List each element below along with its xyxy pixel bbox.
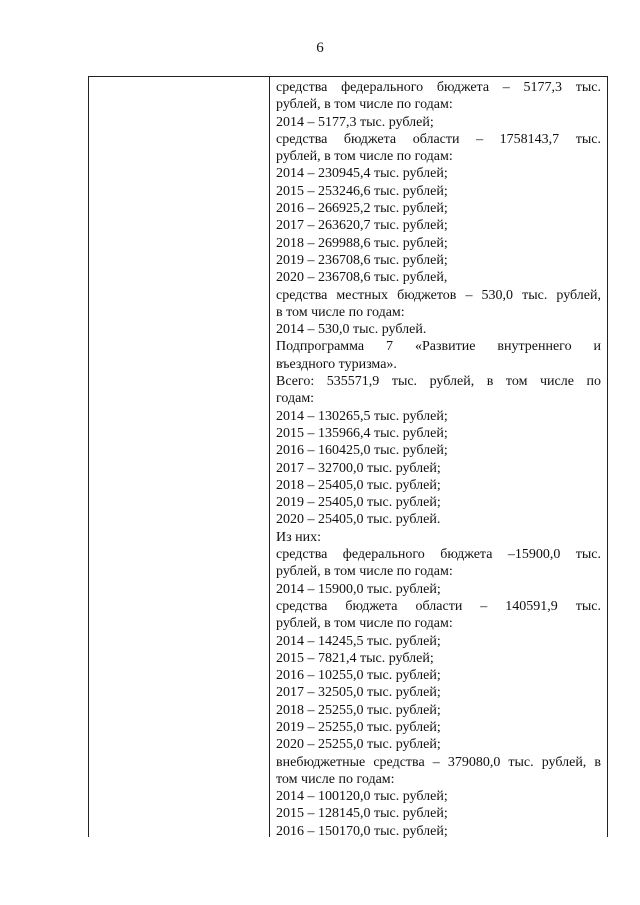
text-line: 2020 – 25405,0 тыс. рублей. — [276, 512, 441, 528]
text-line: 2014 – 5177,3 тыс. рублей; — [276, 114, 434, 130]
text-line: Всего: 535571,9 тыс. рублей, в том числе по — [276, 374, 601, 390]
table-right-cell — [270, 77, 607, 837]
text-line: в том числе по годам: — [276, 304, 405, 320]
page-number: 6 — [316, 40, 324, 56]
text-line: 2014 – 230945,4 тыс. рублей; — [276, 166, 448, 182]
text-line: 2016 – 10255,0 тыс. рублей; — [276, 668, 441, 684]
text-line: 2020 – 236708,6 тыс. рублей, — [276, 270, 448, 286]
text-line: 2019 – 236708,6 тыс. рублей; — [276, 252, 448, 268]
text-line: 2018 – 25255,0 тыс. рублей; — [276, 702, 441, 718]
text-line: средства федерального бюджета –15900,0 тыс. — [276, 547, 601, 563]
text-line: 2014 – 15900,0 тыс. рублей; — [276, 581, 441, 597]
text-line: въездного туризма». — [276, 356, 397, 372]
text-line: 2014 – 100120,0 тыс. рублей; — [276, 789, 448, 805]
text-line: рублей, в том числе по годам: — [276, 149, 453, 165]
text-line: рублей, в том числе по годам: — [276, 97, 453, 113]
text-line: годам: — [276, 391, 315, 407]
text-line: 2014 – 130265,5 тыс. рублей; — [276, 408, 448, 424]
text-line: 2019 – 25405,0 тыс. рублей; — [276, 495, 441, 511]
text-line: средства бюджета области – 140591,9 тыс. — [276, 598, 601, 614]
text-line: том числе по годам: — [276, 771, 395, 787]
text-line: средства федерального бюджета – 5177,3 тыс. — [276, 80, 601, 95]
text-line: средства бюджета области – 1758143,7 тыс. — [276, 131, 601, 147]
text-line: Подпрограмма 7 «Развитие внутреннего и — [276, 339, 601, 355]
text-line: 2018 – 25405,0 тыс. рублей; — [276, 477, 441, 493]
text-line: 2016 – 160425,0 тыс. рублей; — [276, 443, 448, 459]
text-line: рублей, в том числе по годам: — [276, 564, 453, 580]
text-line: 2020 – 25255,0 тыс. рублей; — [276, 737, 441, 753]
text-line: 2017 – 32700,0 тыс. рублей; — [276, 460, 441, 476]
text-line: средства местных бюджетов – 530,0 тыс. рублей, — [276, 287, 601, 303]
text-line: внебюджетные средства – 379080,0 тыс. рублей, в — [276, 754, 601, 770]
text-line: рублей, в том числе по годам: — [276, 616, 453, 632]
table-left-cell — [89, 77, 270, 837]
text-line: 2015 – 7821,4 тыс. рублей; — [276, 650, 434, 666]
text-line: 2017 – 32505,0 тыс. рублей; — [276, 685, 441, 701]
text-line: 2014 – 530,0 тыс. рублей. — [276, 322, 427, 338]
text-line: 2016 – 150170,0 тыс. рублей; — [276, 823, 448, 839]
text-line: 2018 – 269988,6 тыс. рублей; — [276, 235, 448, 251]
text-line: 2014 – 14245,5 тыс. рублей; — [276, 633, 441, 649]
text-line: 2016 – 266925,2 тыс. рублей; — [276, 201, 448, 217]
funding-table — [88, 76, 608, 837]
text-line: 2019 – 25255,0 тыс. рублей; — [276, 719, 441, 735]
text-line: 2015 – 253246,6 тыс. рублей; — [276, 183, 448, 199]
text-line: Из них: — [276, 529, 322, 545]
text-line: 2017 – 263620,7 тыс. рублей; — [276, 218, 448, 234]
text-line: 2015 – 128145,0 тыс. рублей; — [276, 806, 448, 822]
text-line: 2015 – 135966,4 тыс. рублей; — [276, 425, 448, 441]
